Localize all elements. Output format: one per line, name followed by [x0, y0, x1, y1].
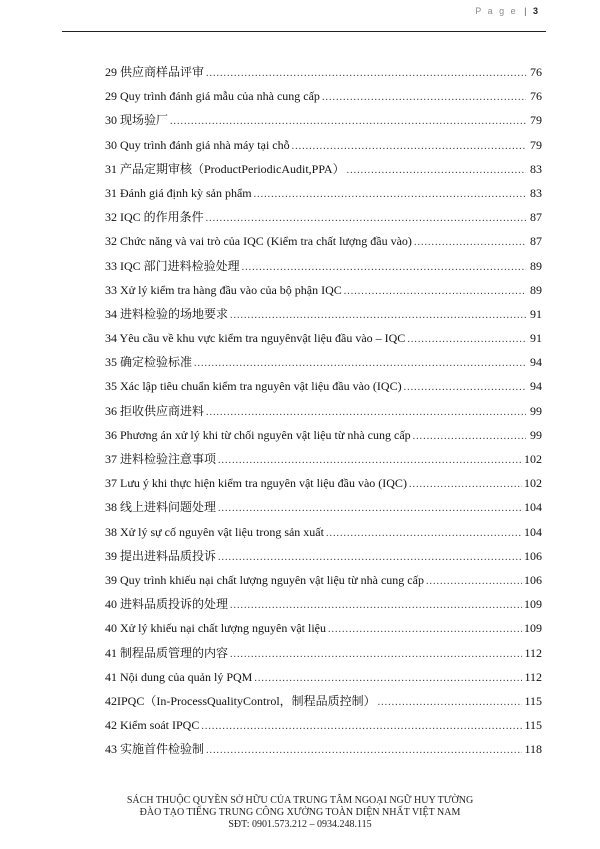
toc-entry-page-number: 102 — [524, 452, 542, 466]
toc-dot-leader — [218, 449, 522, 473]
toc-entry-page-number: 79 — [530, 137, 542, 152]
toc-dot-leader — [206, 207, 526, 231]
toc-entry-title: 33 Xử lý kiểm tra hàng đầu vào của bộ phận IQC — [105, 282, 342, 297]
toc-entry-page-number: 76 — [530, 89, 542, 104]
toc-entry-title: 34 进料检验的场地要求 — [105, 306, 229, 321]
toc-entry[interactable] — [105, 278, 542, 302]
toc-entry-page-number: 104 — [524, 500, 542, 515]
footer-phone-line: SĐT: 0901.573.212 – 0934.248.115 — [228, 819, 372, 830]
toc-dot-leader — [254, 183, 526, 207]
toc-entry[interactable] — [105, 399, 542, 423]
toc-entry-page-number: 106 — [524, 572, 542, 587]
toc-entry-title: 35 确定检验标准 — [105, 355, 193, 370]
toc-entry-title: 35 Xác lập tiêu chuẩn kiểm tra nguyên vật liệu đầu vào (IQC) — [105, 379, 402, 394]
toc-entry-page-number: 87 — [530, 234, 542, 249]
footer-training-line: ĐÀO TẠO TIẾNG TRUNG CÔNG XƯỞNG TOÀN DIỆN NHẤT VIỆT NAM — [139, 807, 461, 818]
toc-entry[interactable] — [105, 60, 542, 84]
toc-entry-page-number: 91 — [530, 306, 542, 321]
toc-entry[interactable] — [105, 229, 542, 253]
toc-dot-leader — [194, 352, 526, 376]
toc-entry[interactable] — [105, 665, 542, 689]
toc-entry-title: 39 提出进料品质投诉 — [105, 548, 217, 563]
toc-entry-page-number: 112 — [524, 645, 542, 660]
page-label: P a g e — [475, 6, 518, 16]
toc-entry-page-number: 76 — [530, 65, 542, 79]
toc-entry[interactable] — [105, 374, 542, 398]
toc-entry-page-number: 109 — [524, 597, 542, 612]
toc-entry-page-number: 109 — [524, 621, 542, 636]
toc-entry-page-number: 115 — [524, 693, 542, 708]
page-number: 3 — [532, 6, 538, 16]
toc-entry-page-number: 118 — [524, 742, 542, 757]
toc-entry-title: 36 拒收供应商进料 — [105, 403, 205, 418]
toc-dot-leader — [170, 110, 526, 134]
toc-dot-leader — [426, 570, 522, 594]
toc-entry-title: 29 供应商样品评审 — [105, 65, 205, 79]
toc-entry[interactable] — [105, 568, 542, 592]
toc-entry-title: 30 Quy trình đánh giá nhà máy tại chỗ — [105, 137, 290, 152]
page-header — [475, 6, 538, 16]
toc-entry-page-number: 83 — [530, 161, 542, 176]
toc-entry[interactable] — [105, 471, 542, 495]
toc-dot-leader — [218, 497, 522, 521]
header-divider — [62, 31, 546, 32]
toc-entry[interactable] — [105, 737, 542, 761]
toc-entry[interactable] — [105, 205, 542, 229]
toc-entry[interactable] — [105, 254, 542, 278]
toc-dot-leader — [218, 546, 522, 570]
toc-entry-title: 34 Yêu cầu về khu vực kiểm tra nguyênvật liệu đầu vào – IQC — [105, 331, 406, 346]
toc-entry-title: 40 Xử lý khiếu nại chất lượng nguyên vật liệu — [105, 621, 326, 636]
toc-dot-leader — [344, 280, 526, 304]
toc-entry[interactable] — [105, 326, 542, 350]
toc-dot-leader — [230, 304, 526, 328]
toc-entry-title: 31 产品定期审核（ProductPeriodicAudit,PPA） — [105, 161, 345, 176]
toc-dot-leader — [409, 473, 522, 497]
toc-entry-page-number: 99 — [530, 427, 542, 442]
toc-entry[interactable] — [105, 713, 542, 737]
toc-entry-title: 43 实施首件检验制 — [105, 742, 205, 757]
footer-ownership-line: SÁCH THUỘC QUYỀN SỞ HỮU CỦA TRUNG TÂM NGOẠI NGỮ HUY TƯỜNG — [126, 795, 474, 806]
toc-dot-leader — [292, 135, 526, 159]
toc-entry[interactable] — [105, 447, 542, 471]
toc-entry-title: 33 IQC 部门进料检验处理 — [105, 258, 240, 273]
page-separator: | — [524, 6, 527, 16]
toc-entry[interactable] — [105, 616, 542, 640]
toc-entry-title: 37 进料检验注意事项 — [105, 452, 217, 466]
toc-entry-page-number: 104 — [524, 524, 542, 539]
toc-entry[interactable] — [105, 133, 542, 157]
toc-entry-page-number: 79 — [530, 113, 542, 128]
toc-entry-page-number: 102 — [524, 476, 542, 491]
toc-entry-title: 36 Phương án xử lý khi từ chối nguyên vật liệu từ nhà cung cấp — [105, 427, 411, 442]
footer — [0, 795, 600, 831]
toc-entry-title: 41 制程品质管理的内容 — [105, 645, 229, 660]
toc-entry-page-number: 89 — [530, 282, 542, 297]
toc-entry-title: 32 IQC 的作用条件 — [105, 210, 204, 225]
toc-entry-title: 38 Xử lý sự cố nguyên vật liệu trong sản xuất — [105, 524, 324, 539]
toc-dot-leader — [347, 159, 526, 183]
toc-entry[interactable] — [105, 350, 542, 374]
toc-entry-title: 40 进料品质投诉的处理 — [105, 597, 229, 612]
toc-entry-page-number: 91 — [530, 331, 542, 346]
toc-entry[interactable] — [105, 592, 542, 616]
toc-dot-leader — [206, 401, 526, 425]
toc-entry-page-number: 94 — [530, 355, 542, 370]
toc-entry[interactable] — [105, 108, 542, 132]
toc-entry-title: 39 Quy trình khiếu nại chất lượng nguyên vật liệu từ nhà cung cấp — [105, 572, 424, 587]
toc-entry-title: 31 Đánh giá định kỳ sản phẩm — [105, 185, 252, 200]
toc-dot-leader — [378, 691, 523, 715]
toc-entry[interactable] — [105, 544, 542, 568]
toc-dot-leader — [414, 231, 526, 255]
toc-entry-title: 41 Nội dung của quản lý PQM — [105, 669, 253, 684]
toc-entry-page-number: 89 — [530, 258, 542, 273]
toc-dot-leader — [407, 328, 526, 352]
toc-dot-leader — [404, 376, 526, 400]
toc-dot-leader — [254, 667, 522, 691]
toc-entry-title: 37 Lưu ý khi thực hiện kiểm tra nguyên vật liệu đầu vào (IQC) — [105, 476, 407, 491]
toc-entry[interactable] — [105, 423, 542, 447]
toc-entry-title: 38 线上进料问题处理 — [105, 500, 217, 515]
toc-entry-page-number: 94 — [530, 379, 542, 394]
toc-entry[interactable] — [105, 181, 542, 205]
toc-entry-page-number: 115 — [524, 718, 542, 733]
toc-dot-leader — [206, 62, 526, 86]
toc-entry-title: 42 Kiểm soát IPQC — [105, 718, 200, 733]
toc-dot-leader — [322, 86, 526, 110]
toc-dot-leader — [201, 715, 522, 739]
toc-entry-page-number: 99 — [530, 403, 542, 418]
toc-entry[interactable] — [105, 302, 542, 326]
toc-dot-leader — [328, 618, 522, 642]
toc-entry-title: 30 现场验厂 — [105, 113, 169, 128]
toc-entry-title: 32 Chức năng và vai trò của IQC (Kiểm tra chất lượng đầu vào) — [105, 234, 412, 249]
toc-entry-title: 29 Quy trình đánh giá mẫu của nhà cung cấp — [105, 89, 320, 104]
toc-dot-leader — [242, 256, 526, 280]
toc-entry-page-number: 83 — [530, 185, 542, 200]
toc-dot-leader — [230, 643, 522, 667]
toc-dot-leader — [206, 739, 522, 763]
toc-entry-title: 42IPQC（In-ProcessQualityControl，制程品质控制） — [105, 693, 376, 708]
toc-entry[interactable] — [105, 641, 542, 665]
toc-entry[interactable] — [105, 157, 542, 181]
toc-dot-leader — [230, 594, 522, 618]
toc-entry[interactable] — [105, 520, 542, 544]
toc-entry-page-number: 87 — [530, 210, 542, 225]
toc-dot-leader — [326, 522, 522, 546]
toc-entry[interactable] — [105, 495, 542, 519]
toc-entry-page-number: 112 — [524, 669, 542, 684]
table-of-contents — [105, 60, 542, 761]
toc-entry-page-number: 106 — [524, 548, 542, 563]
toc-dot-leader — [413, 425, 526, 449]
toc-entry[interactable] — [105, 84, 542, 108]
toc-entry[interactable] — [105, 689, 542, 713]
